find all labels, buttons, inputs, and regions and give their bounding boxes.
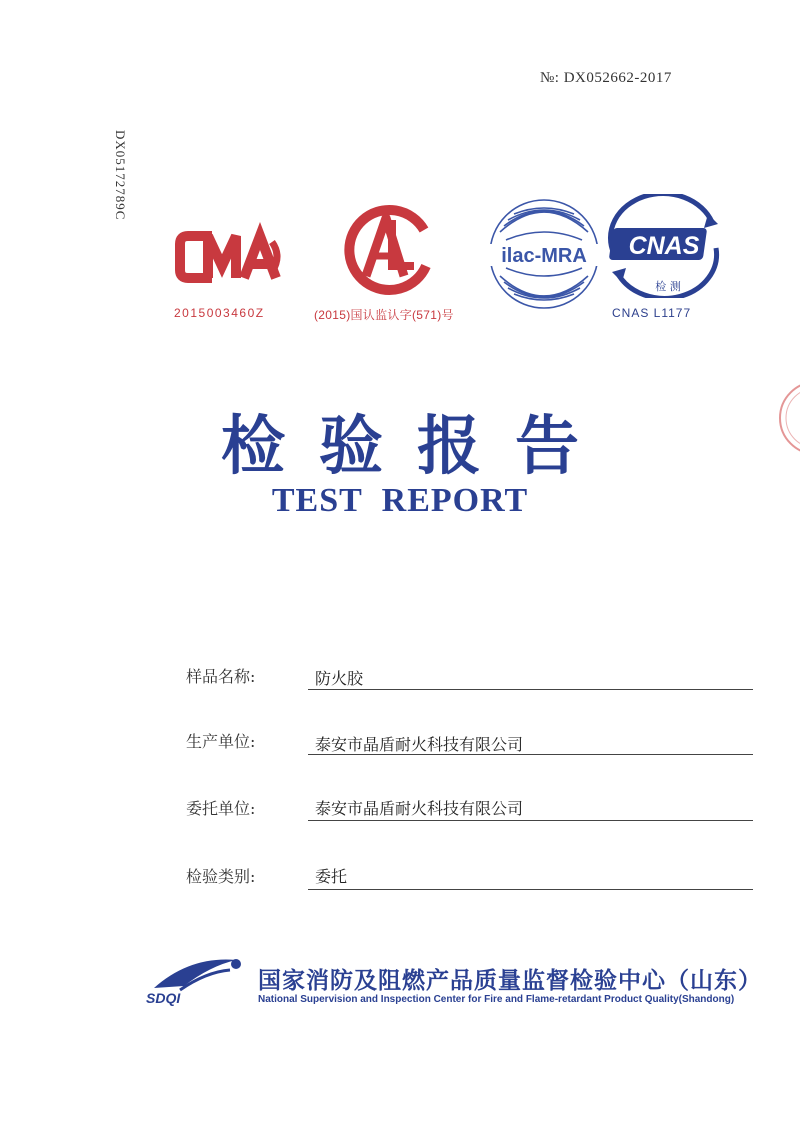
organization-name-en: National Supervision and Inspection Center for Fire and Flame-retardant Product Quality(Shandong)	[258, 994, 735, 1005]
cnas-mark: CNAS	[628, 232, 700, 260]
cal-logo-icon	[330, 200, 442, 296]
sdqi-logo-text: SDQI	[146, 990, 181, 1006]
cnas-caption: CNAS L1177	[612, 306, 692, 320]
inspection-type-value: 委托	[315, 867, 348, 886]
cal-caption: (2015)国认监认字(571)号	[314, 308, 454, 322]
page-title-cn: 检验报告	[221, 410, 613, 484]
cnas-sub: 检 测	[655, 280, 681, 293]
report-number: №: DX052662-2017	[540, 70, 672, 86]
sample-name-label: 样品名称:	[186, 667, 256, 686]
cnas-logo-icon	[604, 194, 726, 298]
inspection-type-underline	[308, 889, 753, 890]
sample-name-value: 防火胶	[315, 669, 364, 688]
manufacturer-value: 泰安市晶盾耐火科技有限公司	[315, 735, 524, 754]
side-code: DX05172789C	[113, 130, 128, 221]
client-label: 委托单位:	[186, 799, 256, 818]
stamp-icon	[772, 378, 800, 458]
organization-name-cn: 国家消防及阻燃产品质量监督检验中心（山东）	[258, 968, 762, 994]
client-underline	[308, 820, 753, 821]
page-title-en: TEST REPORT	[271, 482, 529, 519]
ilac-mra-logo-icon	[486, 196, 602, 312]
cma-caption: 2015003460Z	[174, 306, 265, 320]
manufacturer-underline	[308, 754, 753, 755]
cma-logo-icon	[172, 222, 288, 292]
sample-name-underline	[308, 689, 753, 690]
inspection-type-label: 检验类别:	[186, 867, 256, 886]
client-value: 泰安市晶盾耐火科技有限公司	[315, 799, 524, 818]
manufacturer-label: 生产单位:	[186, 732, 256, 751]
ilac-mark: ilac-MRA	[501, 245, 587, 267]
